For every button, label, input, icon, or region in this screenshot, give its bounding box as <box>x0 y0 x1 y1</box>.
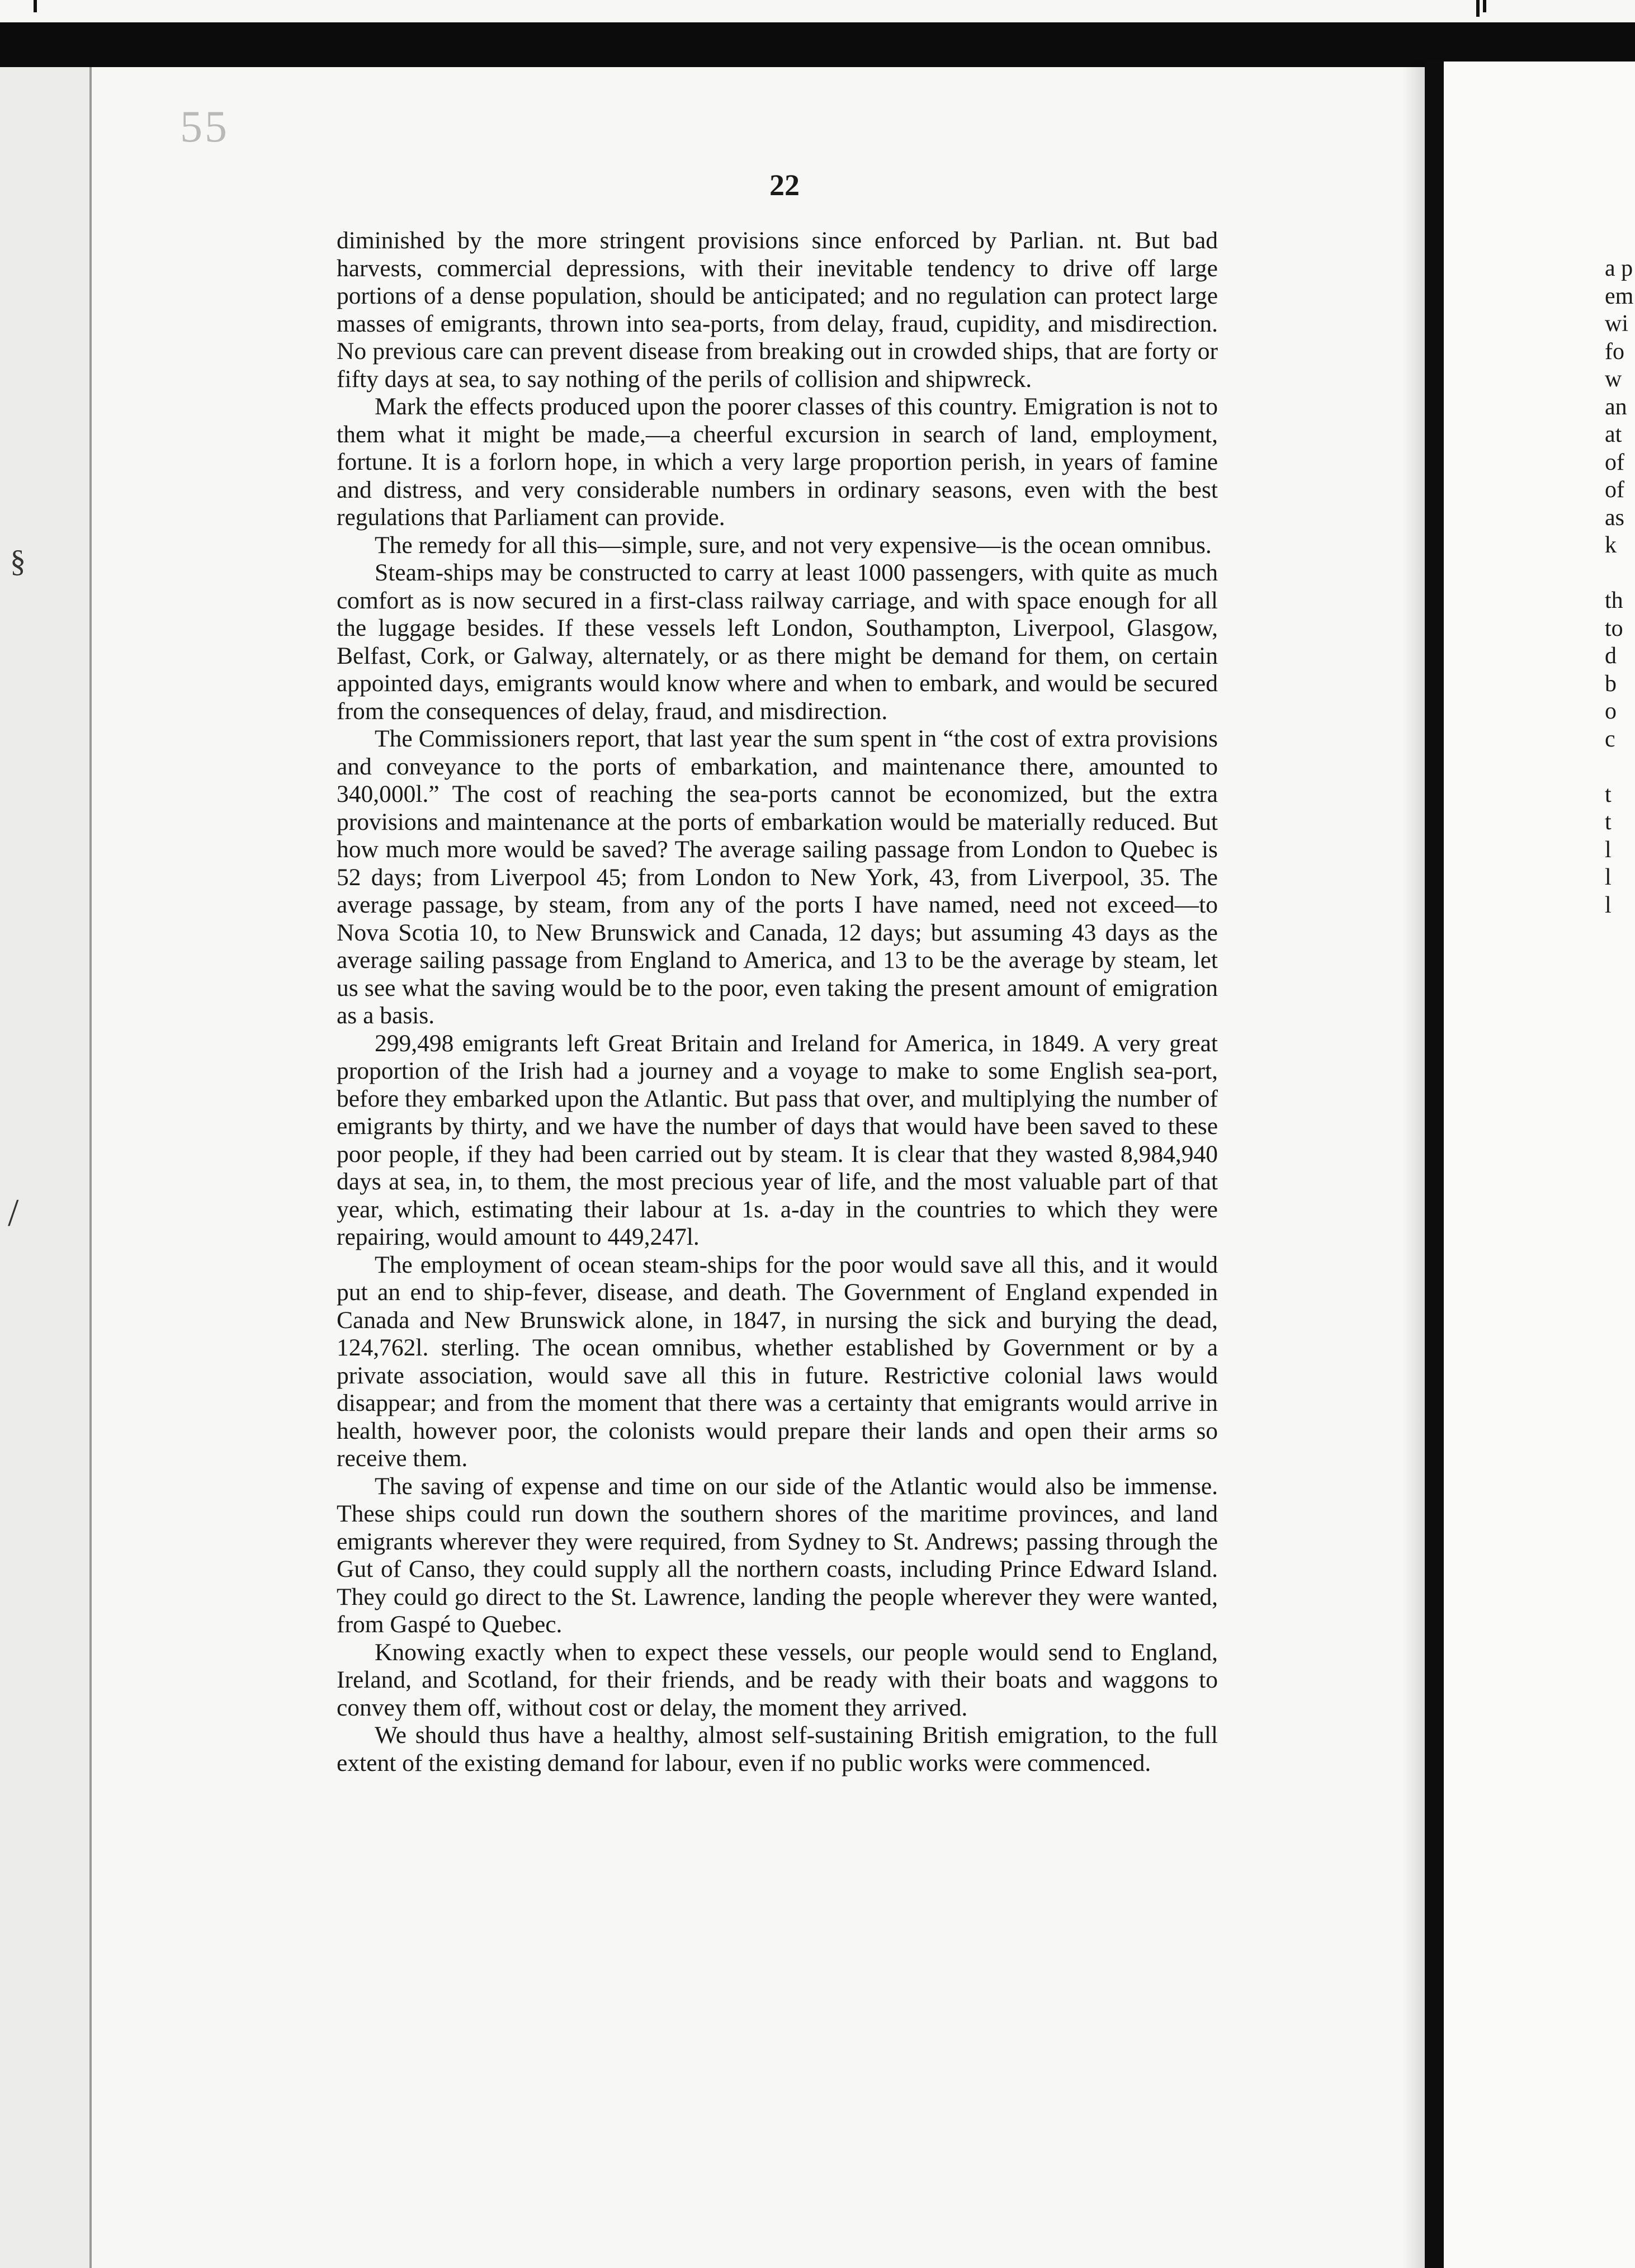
paragraph: Knowing exactly when to expect these vessels, our people would send to England, Ireland, and Scotland, for their friends, and be ready with their boats and waggons to convey them off, without cost or delay, the moment they arrived. <box>337 1638 1218 1721</box>
facing-page-fragment: l <box>1605 837 1612 863</box>
book-spine-gutter <box>1425 62 1444 2268</box>
margin-pencil-mark: / <box>8 1192 19 1235</box>
facing-page-fragment: o <box>1605 698 1617 724</box>
paragraph: Mark the effects produced upon the poorer classes of this country. Emigration is not to them what it might be made,—a cheerful excursion in search of land, employment, fortune. It is a forlorn hope, in which a very large proportion perish, in years of famine and distress, and very considerable numbers in ordinary seasons, even with the best regulations that Parliament can provide. <box>337 393 1218 531</box>
paragraph: 299,498 emigrants left Great Britain and Ireland for America, in 1849. A very great proportion of the Irish had a journey and a voyage to make to some English sea-port, before they embarked upon the Atlantic. But pass that over, and multiplying the number of emigrants by thirty, and we have the number of days that would have been saved to these poor people, if they had been carried out by steam. It is clear that they wasted 8,984,940 days at sea, in, to them, the most precious year of life, and the most valuable part of that year, which, estimating their labour at 1s. a-day in the countries to which they were repairing, would amount to 449,247l. <box>337 1029 1218 1250</box>
paragraph: The saving of expense and time on our side of the Atlantic would also be immense. These ships could run down the southern shores of the maritime provinces, and land emigrants wherever they were required, from Sydney to St. Andrews; passing through the Gut of Canso, they could supply all the northern coasts, including Prince Edward Island. They could go direct to the St. Lawrence, landing the people wherever they were wanted, from Gaspé to Quebec. <box>337 1472 1218 1638</box>
facing-page-fragment: at <box>1605 422 1622 447</box>
paragraph: The Commissioners report, that last year the sum spent in “the cost of extra provisions and conveyance to the ports of embarkation, and maintenance there, amounted to 340,000l.” The cost of reaching the sea-ports cannot be economized, but the extra provisions and maintenance at the ports of embarkation would be materially reduced. But how much more would be saved? The average sailing passage from London to Quebec is 52 days; from Liverpool 45; from London to New York, 43, from Liverpool, 35. The average passage, by steam, from any of the ports I have named, need not exceed—to Nova Scotia 10, to New Brunswick and Canada, 12 days; but assuming 43 days as the average sailing passage from England to America, and 13 to be the average by steam, let us see what the saving would be to the poor, even taking the present amount of emigration as a basis. <box>337 725 1218 1029</box>
edge-tick-marks <box>0 0 1635 22</box>
top-binding-bar <box>0 22 1635 67</box>
facing-page-fragment: w <box>1605 366 1622 392</box>
facing-page-fragment: k <box>1605 532 1617 558</box>
facing-page-fragment: c <box>1605 726 1615 752</box>
facing-page-fragment: of <box>1605 449 1624 475</box>
folio-stamp: 55 <box>180 102 229 152</box>
scanner-edge-marks <box>0 0 1635 22</box>
margin-ink-mark: § <box>10 544 26 579</box>
left-margin <box>0 67 89 2268</box>
facing-page-fragment: wi <box>1605 311 1628 337</box>
gutter-shadow <box>1402 62 1425 2268</box>
facing-page-fragment: a p <box>1605 256 1633 281</box>
paragraph: The remedy for all this—simple, sure, and not very expensive—is the ocean omnibus. <box>375 531 1212 559</box>
left-page-edge-rule <box>89 67 92 2268</box>
facing-page-fragment: to <box>1605 615 1623 641</box>
facing-page-fragment: l <box>1605 892 1612 918</box>
facing-page-fragment: t <box>1605 809 1612 835</box>
facing-page-fragment: th <box>1605 588 1623 613</box>
facing-page-fragment: of <box>1605 477 1624 503</box>
facing-page-fragment: b <box>1605 670 1617 697</box>
facing-page-fragment: em <box>1605 283 1634 309</box>
facing-page-fragment: fo <box>1605 338 1624 365</box>
facing-page-fragment: d <box>1605 643 1617 669</box>
paragraph: The employment of ocean steam-ships for the poor would save all this, and it would put an end to ship-fever, disease, and death. The Government of England expended in Canada and New Brunswick alone, in 1847, in nursing the sick and burying the dead, 124,762l. sterling. The ocean omnibus, whether established by Government or by a private association, would save all this in future. Restrictive colonial laws would disappear; and from the moment that there was a certainty that emigrants would arrive in health, however poor, the colonists would prepare their lands and open their arms so receive them. <box>337 1251 1218 1472</box>
facing-page-fragment: as <box>1605 504 1624 531</box>
facing-page-fragment: an <box>1605 394 1627 420</box>
paragraph: diminished by the more stringent provisions since enforced by Parlian. nt. But bad harvests, commercial depressions, with their inevitable tendency to drive off large portions of a dense population, should be anticipated; and no regulation can protect large masses of emigrants, thrown into sea-ports, from delay, fraud, cupidity, and misdirection. No previous care can prevent disease from breaking out in crowded ships, that are forty or fifty days at sea, to say nothing of the perils of collision and shipwreck. <box>337 227 1218 393</box>
paragraph: We should thus have a healthy, almost self-sustaining British emigration, to the full extent of the existing demand for labour, even if no public works were commenced. <box>337 1722 1218 1776</box>
facing-page-text-fragments <box>1605 255 1635 919</box>
facing-page-fragment: t <box>1605 781 1612 807</box>
body-text <box>337 227 1218 1777</box>
facing-page-fragment: l <box>1605 864 1612 890</box>
paragraph: Steam-ships may be constructed to carry at least 1000 passengers, with quite as much comfort as is now secured in a first-class railway carriage, and with space enough for all the luggage besides. If these vessels left London, Southampton, Liverpool, Glasgow, Belfast, Cork, or Galway, alternately, or as there might be demand for them, on certain appointed days, emigrants would know where and when to embark, and would be secured from the consequences of delay, fraud, and misdirection. <box>337 559 1218 725</box>
page-number: 22 <box>769 168 800 202</box>
